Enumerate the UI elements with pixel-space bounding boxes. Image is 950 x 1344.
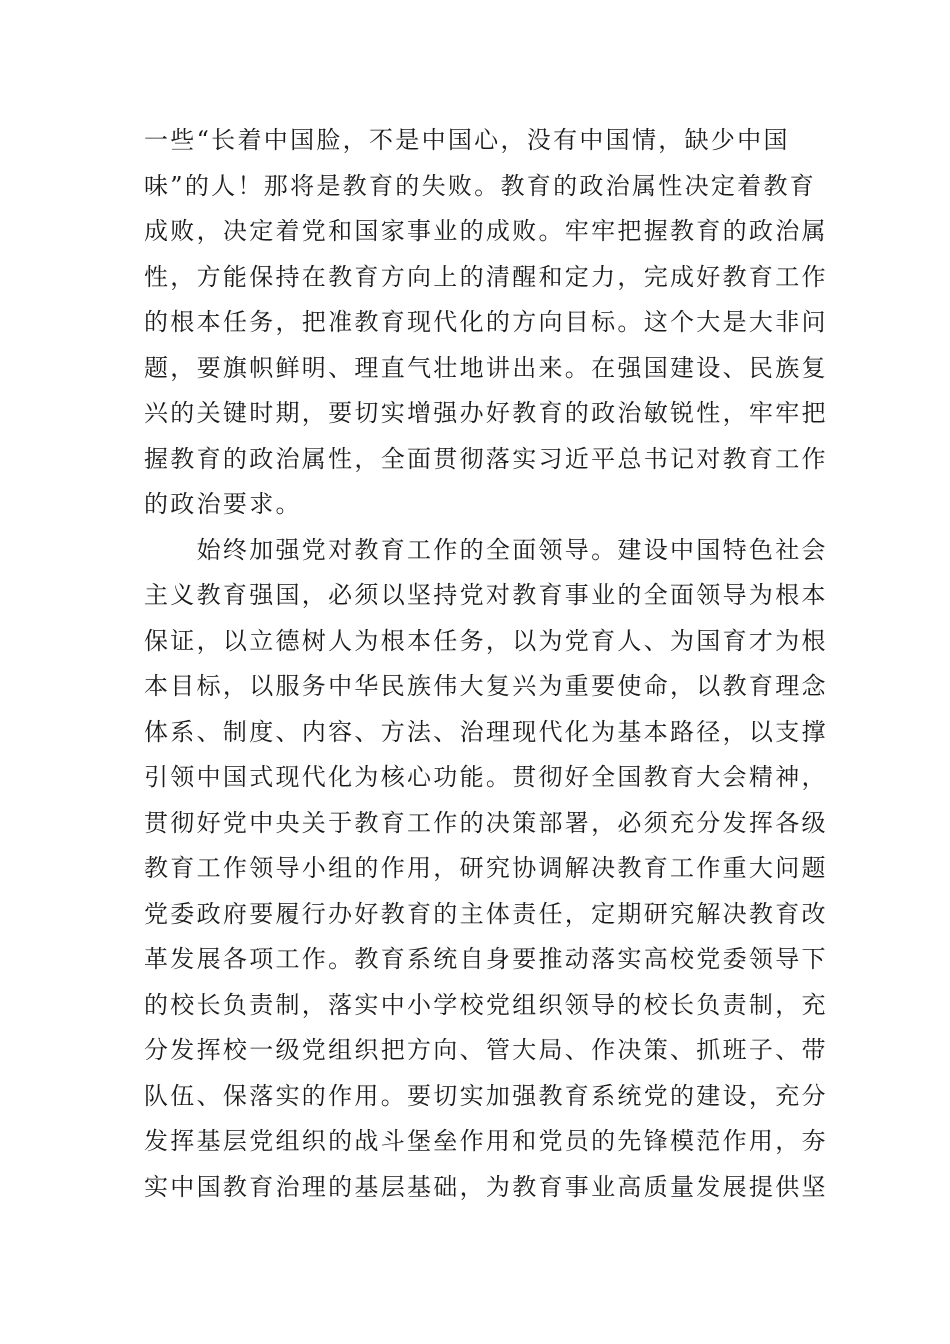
text-line: 性，方能保持在教育方向上的清醒和定力，完成好教育工作 <box>144 262 828 291</box>
text-line: 保证，以立德树人为根本任务，以为党育人、为国育才为根 <box>144 626 828 655</box>
text-line: 教育工作领导小组的作用，研究协调解决教育工作重大问题 <box>144 854 828 882</box>
text-line: 队伍、保落实的作用。要切实加强教育系统党的建设，充分 <box>144 1081 828 1110</box>
text-line: 分发挥校一级党组织把方向、管大局、作决策、抓班子、带 <box>144 1036 828 1064</box>
text-line: 发挥基层党组织的战斗堡垒作用和党员的先锋模范作用，夯 <box>144 1127 828 1155</box>
paragraph-start-line: 始终加强党对教育工作的全面领导。建设中国特色社会 <box>144 535 828 564</box>
text-line: 的根本任务，把准教育现代化的方向目标。这个大是大非问 <box>144 308 828 336</box>
text-line: 主义教育强国，必须以坚持党对教育事业的全面领导为根本 <box>144 581 828 609</box>
text-line: 体系、制度、内容、方法、治理现代化为基本路径，以支撑 <box>144 717 828 746</box>
text-line: 的政治要求。 <box>144 490 302 518</box>
text-line: 引领中国式现代化为核心功能。贯彻好全国教育大会精神， <box>144 763 828 791</box>
text-line: 兴的关键时期，要切实增强办好教育的政治敏锐性，牢牢把 <box>144 399 828 427</box>
body-text <box>144 118 828 1210</box>
text-line: 党委政府要履行办好教育的主体责任，定期研究解决教育改 <box>144 899 828 928</box>
text-line: 成败，决定着党和国家事业的成败。牢牢把握教育的政治属 <box>144 217 828 245</box>
text-line: 本目标，以服务中华民族伟大复兴为重要使命，以教育理念 <box>144 672 828 700</box>
text-line: 握教育的政治属性，全面贯彻落实习近平总书记对教育工作 <box>144 444 828 473</box>
text-line: 一些“长着中国脸，不是中国心，没有中国情，缺少中国 <box>144 126 790 154</box>
text-line: 贯彻好党中央关于教育工作的决策部署，必须充分发挥各级 <box>144 808 828 837</box>
text-line: 味”的人！那将是教育的失败。教育的政治属性决定着教育 <box>144 171 817 200</box>
text-line: 革发展各项工作。教育系统自身要推动落实高校党委领导下 <box>144 945 828 973</box>
text-line: 实中国教育治理的基层基础，为教育事业高质量发展提供坚 <box>144 1172 828 1201</box>
text-line: 的校长负责制，落实中小学校党组织领导的校长负责制，充 <box>144 990 828 1019</box>
text-line: 题，要旗帜鲜明、理直气壮地讲出来。在强国建设、民族复 <box>144 353 828 382</box>
